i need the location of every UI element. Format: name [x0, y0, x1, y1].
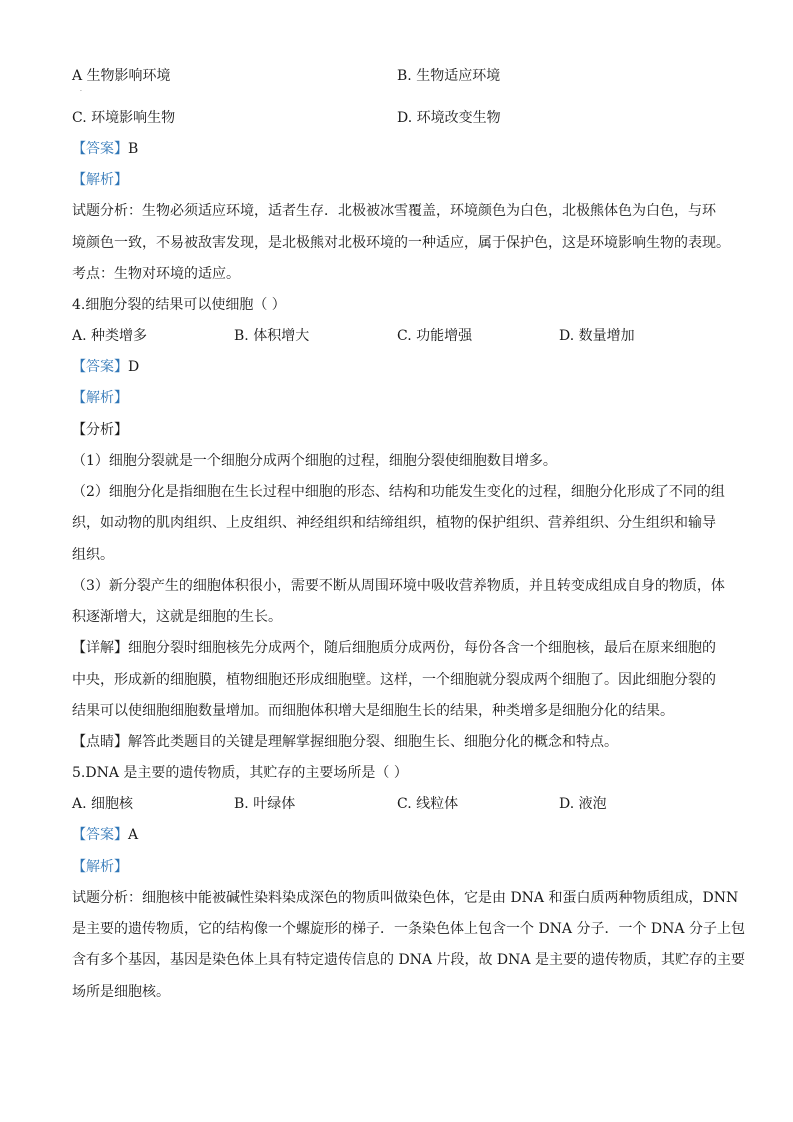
q4-detail-line: 中央，形成新的细胞膜，植物细胞还形成细胞壁。这样，一个细胞就分裂成两个细胞了。因此细胞分裂的	[72, 672, 716, 688]
q3-analysis-line: 境颜色一致，不易被敌害发现，是北极熊对北极环境的一种适应，属于保护色，这是环境影响生物的表现。	[72, 235, 730, 251]
q4-answer	[72, 357, 139, 377]
q3-analysis-line: 考点：生物对环境的适应。	[72, 266, 240, 282]
answer-value: A	[128, 827, 139, 843]
q5-analysis-line: 含有多个基因，基因是染色体上具有特定遗传信息的 DNA 片段，故 DNA 是主要的遗传物质，其贮存的主要	[72, 952, 745, 968]
answer-value: B	[128, 141, 139, 157]
q4-detail-line: 结果可以使细胞细胞数量增加。而细胞体积增大是细胞生长的结果，种类增多是细胞分化的结果。	[72, 703, 674, 719]
answer-value: D	[128, 359, 140, 375]
q4-option-b: B. 体积增大	[234, 328, 310, 344]
answer-tag: 【答案】	[72, 827, 128, 843]
q5-option-d: D. 液泡	[559, 796, 607, 812]
q5-analysis-line: 是主要的遗传物质，它的结构像一个螺旋形的梯子．一条染色体上包含一个 DNA 分子．一个 DNA 分子上包	[72, 921, 745, 937]
q4-option-d: D. 数量增加	[559, 328, 635, 344]
q3-analysis-line: 试题分析：生物必须适应环境，适者生存．北极被冰雪覆盖，环境颜色为白色，北极熊体色为白色，与环	[72, 203, 716, 219]
q4-question: 4.细胞分裂的结果可以使细胞（ ）	[72, 297, 286, 313]
answer-tag: 【答案】	[72, 359, 128, 375]
answer-tag: 【答案】	[72, 141, 128, 157]
detail-tag: 【详解】	[72, 640, 128, 656]
q3-answer	[72, 139, 138, 159]
q4-para-1: （1）细胞分裂就是一个细胞分成两个细胞的过程，细胞分裂使细胞数目增多。	[72, 453, 557, 469]
q4-para-3-line: 积逐渐增大，这就是细胞的生长。	[72, 609, 282, 625]
q3-analysis-tag: 【解析】	[72, 172, 128, 188]
q5-analysis-line: 试题分析：细胞核中能被碱性染料染成深色的物质叫做染色体，它是由 DNA 和蛋白质两种物质组成，DNN	[72, 890, 739, 906]
q4-para-3-line: （3）新分裂产生的细胞体积很小，需要不断从周围环境中吸收营养物质，并且转变成组成自身的物质，体	[72, 578, 725, 594]
q4-option-c: C. 功能增强	[397, 328, 473, 344]
q3-option-a: A 生物影响环境	[72, 68, 171, 84]
q5-answer	[72, 825, 138, 845]
q4-para-2-line: 组织。	[72, 547, 114, 563]
q5-analysis-tag: 【解析】	[72, 859, 128, 875]
q4-tip	[72, 732, 618, 752]
q4-fenxi-tag: 【分析】	[72, 422, 128, 438]
q4-analysis-tag: 【解析】	[72, 390, 128, 406]
stray-mark: ·	[80, 88, 82, 95]
q4-detail-line	[72, 638, 716, 658]
q4-option-a: A. 种类增多	[72, 328, 148, 344]
q3-option-b: B. 生物适应环境	[397, 68, 501, 84]
q5-option-c: C. 线粒体	[397, 796, 459, 812]
detail-text: 细胞分裂时细胞核先分成两个，随后细胞质分成两份，每份各含一个细胞核，最后在原来细胞的	[128, 640, 716, 656]
q4-para-2-line: （2）细胞分化是指细胞在生长过程中细胞的形态、结构和功能发生变化的过程，细胞分化形成了不同的组	[72, 484, 725, 500]
q5-option-b: B. 叶绿体	[234, 796, 296, 812]
q5-analysis-line: 场所是细胞核。	[72, 984, 170, 1000]
q5-question: 5.DNA 是主要的遗传物质，其贮存的主要场所是（ ）	[72, 765, 408, 781]
tip-tag: 【点睛】	[72, 734, 128, 750]
tip-text: 解答此类题目的关键是理解掌握细胞分裂、细胞生长、细胞分化的概念和特点。	[128, 734, 618, 750]
q3-option-d: D. 环境改变生物	[397, 110, 501, 126]
q4-para-2-line: 织，如动物的肌肉组织、上皮组织、神经组织和结缔组织，植物的保护组织、营养组织、分生组织和输导	[72, 515, 716, 531]
q5-option-a: A. 细胞核	[72, 796, 134, 812]
q3-option-c: C. 环境影响生物	[72, 110, 176, 126]
